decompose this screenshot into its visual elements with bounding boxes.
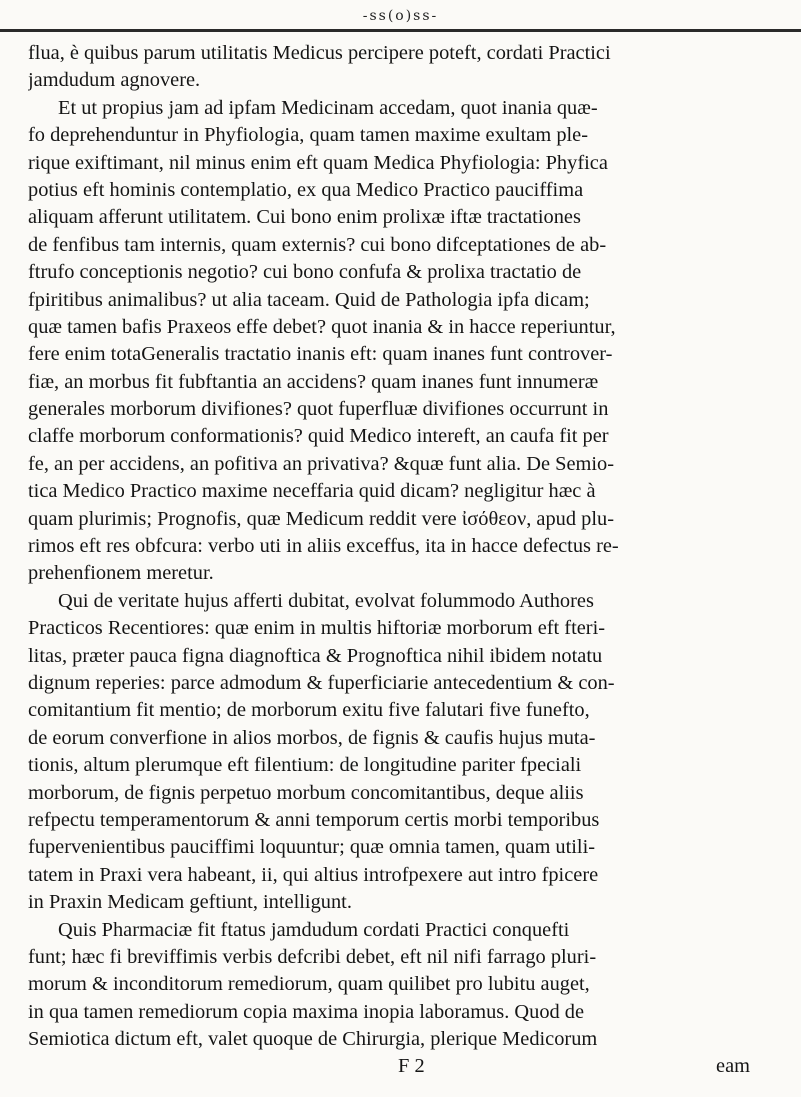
catchword: eam — [716, 1055, 750, 1078]
text-line: aliquam afferunt utilitatem. Cui bono enim prolixæ iftæ tractationes — [28, 206, 581, 229]
text-line: jamdudum agnovere. — [28, 69, 201, 92]
text-line: in qua tamen remediorum copia maxima inopia laboramus. Quod de — [28, 1000, 585, 1023]
text-line: generales morborum divifiones? quot fuperfluæ divifiones occurrunt in — [28, 398, 609, 421]
text-line: morum & inconditorum remediorum, quam quilibet pro lubitu auget, — [28, 973, 590, 996]
signature-mark: F 2 — [398, 1055, 425, 1078]
text-line: in Praxin Medicam geftiunt, intelligunt. — [28, 891, 352, 914]
text-line: de fenfibus tam internis, quam externis? cui bono difceptationes de ab- — [28, 233, 607, 256]
text-line: litas, præter pauca figna diagnoftica & Prognoftica nihil ibidem notatu — [28, 644, 603, 667]
text-line: tionis, altum plerumque eft filentium: de longitudine pariter fpeciali — [28, 754, 582, 777]
text-line: Practicos Recentiores: quæ enim in multis hiftoriæ morborum eft fteri- — [28, 617, 606, 640]
paragraph-start: Qui de veritate hujus afferti dubitat, evolvat folummodo Authores — [58, 589, 594, 612]
text-line: ftrufo conceptionis negotio? cui bono confufa & prolixa tractatio de — [28, 261, 582, 284]
text-line: Semiotica dictum eft, valet quoque de Chirurgia, plerique Medicorum — [28, 1028, 598, 1051]
text-line: fupervenientibus pauciffimi loquuntur; quæ omnia tamen, quam utili- — [28, 836, 596, 859]
text-line: flua, è quibus parum utilitatis Medicus percipere poteft, cordati Practici — [28, 42, 611, 64]
text-line: funt; hæc fi breviffimis verbis defcribi debet, eft nil nifi farrago pluri- — [28, 945, 597, 968]
text-line: potius eft hominis contemplatio, ex qua Medico Practico pauciffima — [28, 178, 584, 201]
text-line: fere enim totaGeneralis tractatio inanis eft: quam inanes funt controver- — [28, 343, 613, 366]
ornament-glyphs: -ss(o)ss- — [362, 8, 439, 24]
paragraph-start: Quis Pharmaciæ fit ftatus jamdudum cordati Practici conquefti — [58, 918, 570, 941]
text-line: fe, an per accidens, an pofitiva an privativa? &quæ funt alia. De Semio- — [28, 452, 615, 475]
text-line: rique exiftimant, nil minus enim eft quam Medica Phyfiologia: Phyfica — [28, 151, 608, 174]
paragraph-start: Et ut propius jam ad ipfam Medicinam accedam, quot inania quæ- — [58, 96, 598, 119]
header-rule — [0, 29, 801, 32]
page-footer — [28, 1053, 790, 1080]
text-line: prehenfionem meretur. — [28, 562, 214, 585]
text-line: fo deprehenduntur in Phyfiologia, quam tamen maxime exultam ple- — [28, 124, 589, 147]
header-ornament — [0, 2, 801, 30]
text-line: dignum reperies: parce admodum & fuperficiarie antecedentium & con- — [28, 671, 615, 694]
body-text — [28, 40, 790, 1081]
text-line: tatem in Praxi vera habeant, ii, qui altius introfpexere aut intro fpicere — [28, 863, 599, 886]
text-line: comitantium fit mentio; de morborum exitu five falutari five funefto, — [28, 699, 590, 722]
text-line: tica Medico Practico maxime neceffaria quid dicam? negligitur hæc à — [28, 480, 596, 503]
text-line: morborum, de fignis perpetuo morbum concomitantibus, deque aliis — [28, 781, 584, 804]
text-line: quæ tamen bafis Praxeos effe debet? quot inania & in hacce reperiuntur, — [28, 315, 616, 338]
text-line: fiæ, an morbus fit fubftantia an accidens? quam inanes funt innumeræ — [28, 370, 599, 393]
text-line: rimos eft res obfcura: verbo uti in aliis exceffus, ita in hacce defectus re- — [28, 535, 619, 558]
text-line: refpectu temperamentorum & anni temporum certis morbi temporibus — [28, 808, 600, 831]
binding-shadow — [0, 280, 22, 1080]
text-line: quam plurimis; Prognofis, quæ Medicum reddit vere ἰσόθεον, apud plu- — [28, 507, 615, 530]
text-line: claffe morborum conformationis? quid Medico intereft, an caufa fit per — [28, 425, 609, 448]
text-line: fpiritibus animalibus? ut alia taceam. Quid de Pathologia ipfa dicam; — [28, 288, 590, 311]
text-line: de eorum converfione in alios morbos, de fignis & caufis hujus muta- — [28, 726, 596, 749]
